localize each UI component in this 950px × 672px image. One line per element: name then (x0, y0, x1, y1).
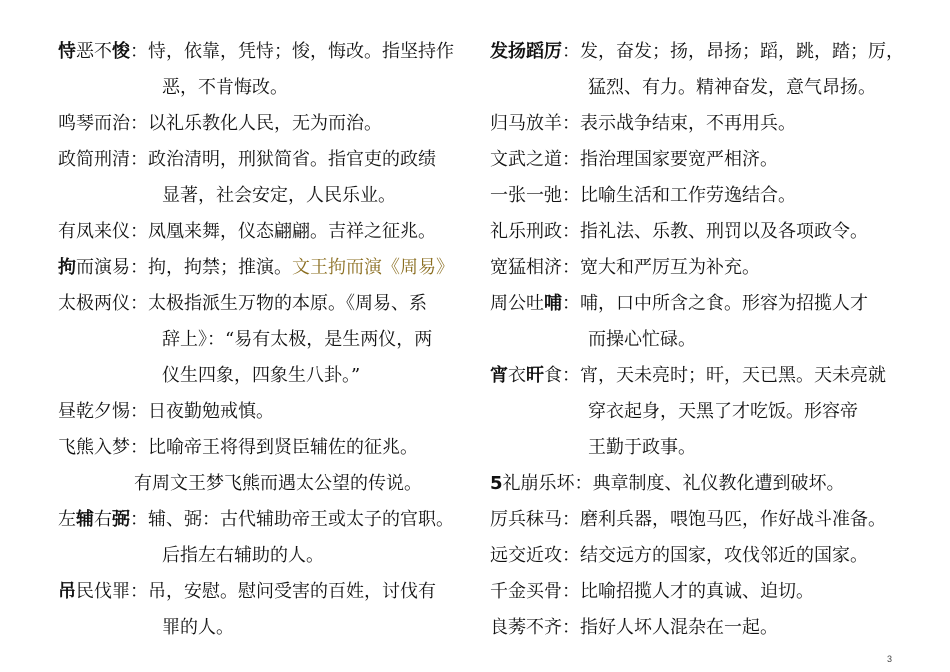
idiom-definition: ：太极指派生万物的本原。《周易、系 (130, 293, 427, 314)
idiom-entry (490, 538, 930, 574)
idiom-entry (490, 574, 930, 610)
idiom-definition: ：哺，口中所含之食。形容为招揽人才 (562, 293, 868, 314)
definition-continuation: 仪生四象，四象生八卦。” (162, 365, 361, 386)
definition-continuation: 有周文王梦飞熊而遇太公望的传说。 (134, 473, 422, 494)
idiom-entry (490, 214, 930, 250)
idiom-term: 吊民伐罪 (58, 581, 130, 602)
idiom-entry (490, 178, 930, 214)
idiom-entry (58, 214, 483, 250)
idiom-definition: ：磨利兵器，喂饱马匹，作好战斗准备。 (562, 509, 886, 530)
idiom-term: 太极两仪 (58, 293, 130, 314)
idiom-term: 飞熊入梦 (58, 437, 130, 458)
idiom-definition: ：吊，安慰。慰问受害的百姓，讨伐有 (130, 581, 436, 602)
definition-continuation: 后指左右辅助的人。 (162, 545, 324, 566)
idiom-entry (490, 610, 930, 646)
idiom-term: 周公吐哺 (490, 293, 562, 314)
idiom-term: 宵衣旰食 (490, 365, 562, 386)
idiom-entry (58, 286, 483, 322)
definition-continuation: 猛烈、有力。精神奋发，意气昂扬。 (588, 77, 876, 98)
idiom-term: 左辅右弼 (58, 509, 130, 530)
idiom-term: 良莠不齐 (490, 617, 562, 638)
idiom-definition: ：宵，天未亮时；旰，天已黑。天未亮就 (562, 365, 886, 386)
idiom-term: 有凤来仪 (58, 221, 130, 242)
definition-continuation: 辞上》：“易有太极，是生两仪，两 (162, 329, 433, 350)
idiom-entry (490, 142, 930, 178)
idiom-term: 厉兵秣马 (490, 509, 562, 530)
right-column (490, 34, 930, 646)
idiom-term: 宽猛相济 (490, 257, 562, 278)
idiom-entry (58, 394, 483, 430)
idiom-entry (58, 250, 483, 286)
idiom-term: 恃恶不悛 (58, 41, 130, 62)
idiom-entry (490, 466, 930, 502)
idiom-term: 昼乾夕惕 (58, 401, 130, 422)
idiom-definition: ：政治清明，刑狱简省。指官吏的政绩 (130, 149, 436, 170)
left-column (58, 34, 483, 646)
idiom-definition: ：拘，拘禁；推演。 (130, 257, 292, 278)
idiom-entry (490, 358, 930, 394)
idiom-entry (58, 574, 483, 610)
definition-continuation: 显著，社会安定，人民乐业。 (162, 185, 396, 206)
definition-continuation: 恶，不肯悔改。 (162, 77, 288, 98)
idiom-definition: ：凤凰来舞，仪态翩翩。吉祥之征兆。 (130, 221, 436, 242)
page-number: 3 (886, 654, 892, 664)
idiom-term: 礼乐刑政 (490, 221, 562, 242)
idiom-term: 远交近攻 (490, 545, 562, 566)
idiom-entry (490, 286, 930, 322)
idiom-term: 礼崩乐坏 (502, 473, 575, 494)
idiom-term: 鸣琴而治 (58, 113, 130, 134)
idiom-definition: ：比喻生活和工作劳逸结合。 (562, 185, 796, 206)
idiom-term: 政简刑清 (58, 149, 130, 170)
idiom-term: 归马放羊 (490, 113, 562, 134)
idiom-definition: ：结交远方的国家，攻伐邻近的国家。 (562, 545, 868, 566)
idiom-definition: ：指治理国家要宽严相济。 (562, 149, 778, 170)
idiom-definition: ：恃，依靠，凭恃；悛，悔改。指坚持作 (130, 41, 454, 62)
idiom-entry (490, 34, 930, 70)
idiom-definition: ：以礼乐教化人民，无为而治。 (130, 113, 382, 134)
idiom-entry (58, 142, 483, 178)
quote-text: 文王拘而演《周易》 (292, 257, 454, 278)
idiom-definition: ：典章制度、礼仪教化遭到破坏。 (574, 473, 845, 494)
definition-continuation: 穿衣起身，天黑了才吃饭。形容帝 (588, 401, 858, 422)
idiom-term: 拘而演易 (58, 257, 130, 278)
idiom-term: 千金买骨 (490, 581, 562, 602)
idiom-definition: ：比喻帝王将得到贤臣辅佐的征兆。 (130, 437, 418, 458)
idiom-definition: ：指礼法、乐教、刑罚以及各项政令。 (562, 221, 868, 242)
idiom-term: 发扬蹈厉 (490, 41, 562, 62)
idiom-entry (490, 106, 930, 142)
idiom-definition: ：宽大和严厉互为补充。 (562, 257, 760, 278)
idiom-entry (58, 502, 483, 538)
definition-continuation: 王勤于政事。 (588, 437, 696, 458)
definition-continuation: 罪的人。 (162, 617, 234, 638)
idiom-definition: ：日夜勤勉戒慎。 (130, 401, 274, 422)
idiom-definition: ：辅、弼：古代辅助帝王或太子的官职。 (130, 509, 454, 530)
idiom-term: 一张一弛 (490, 185, 562, 206)
idiom-definition: ：指好人坏人混杂在一起。 (562, 617, 778, 638)
idiom-term: 文武之道 (490, 149, 562, 170)
idiom-definition: ：表示战争结束，不再用兵。 (562, 113, 796, 134)
idiom-entry (490, 250, 930, 286)
section-number: 5 (490, 473, 503, 494)
idiom-entry (58, 34, 483, 70)
idiom-definition: ：比喻招揽人才的真诚、迫切。 (562, 581, 814, 602)
idiom-entry (58, 430, 483, 466)
idiom-definition: ：发，奋发；扬，昂扬；蹈，跳，踏；厉， (562, 41, 904, 62)
definition-continuation: 而操心忙碌。 (588, 329, 696, 350)
idiom-entry (58, 106, 483, 142)
idiom-entry (490, 502, 930, 538)
